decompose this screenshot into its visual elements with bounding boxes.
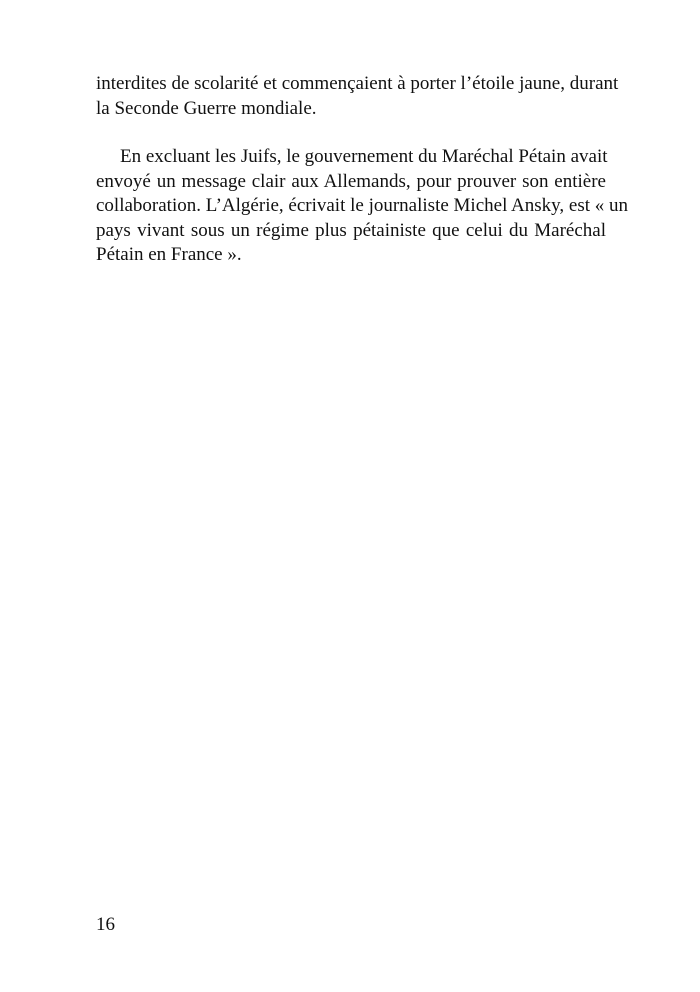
page-number: 16 [96,914,115,935]
text-line: collaboration. L’Algérie, écrivait le journaliste Michel Ansky, est « un [96,195,629,216]
text-line: pays vivant sous un régime plus pétainiste que celui du Maréchal [96,219,606,241]
paragraph [96,145,629,268]
text-line: interdites de scolarité et commençaient à porter l’étoile jaune, durant [96,73,619,94]
text-line: envoyé un message clair aux Allemands, pour prouver son entière [96,170,606,192]
text-line: la Seconde Guerre mondiale. [96,97,317,119]
text-line: Pétain en France ». [96,244,242,265]
body-text [96,72,629,268]
text-line: En excluant les Juifs, le gouvernement du Maréchal Pétain avait [120,146,608,167]
paragraph-continuation [96,72,619,121]
